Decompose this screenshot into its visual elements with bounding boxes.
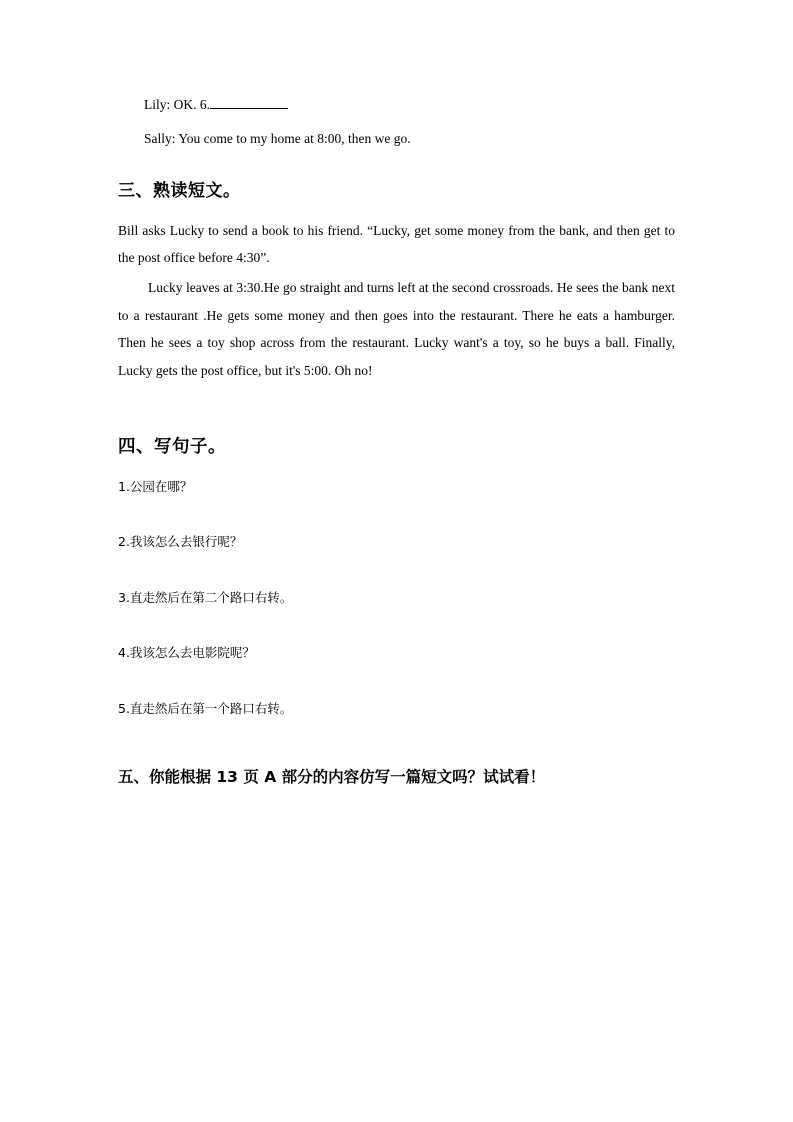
section-four-heading: 四、写句子。 (118, 436, 226, 457)
section-three-paragraph-2: Lucky leaves at 3:30.He go straight and turns left at the second crossroads. He sees the bank next to a restaurant .He gets some money and then goes into the restaurant. There he eats a hamburger. Then he sees a toy shop across from the restaurant. Lucky want's a toy, so he buys a ball. Finally, Lucky gets the post office, but it's 5:00. Oh no! (118, 279, 675, 378)
dialogue-text-lily: Lily: OK. 6. (144, 97, 210, 112)
section-four-item-5: 5.直走然后在第一个路口右转。 (118, 700, 293, 716)
dialogue-line-sally (118, 129, 675, 149)
section-five-heading: 五、你能根据 13 页 A 部分的内容仿写一篇短文吗？试试看！ (118, 768, 546, 787)
answer-blank[interactable] (210, 95, 288, 109)
section-four-item-1: 1.公园在哪？ (118, 478, 193, 494)
dialogue-text-sally: Sally: You come to my home at 8:00, then we go. (144, 131, 411, 147)
section-four-item-4: 4.我该怎么去电影院呢？ (118, 645, 255, 661)
dialogue-line-lily (118, 95, 675, 115)
section-four-item-3: 3.直走然后在第二个路口右转。 (118, 589, 293, 605)
section-four-item-2: 2.我该怎么去银行呢？ (118, 534, 243, 550)
section-three-heading: 三、熟读短文。 (118, 180, 241, 201)
section-three-paragraph-1: Bill asks Lucky to send a book to his friend. “Lucky, get some money from the bank, and then get to the post office before 4:30”. (118, 222, 675, 266)
